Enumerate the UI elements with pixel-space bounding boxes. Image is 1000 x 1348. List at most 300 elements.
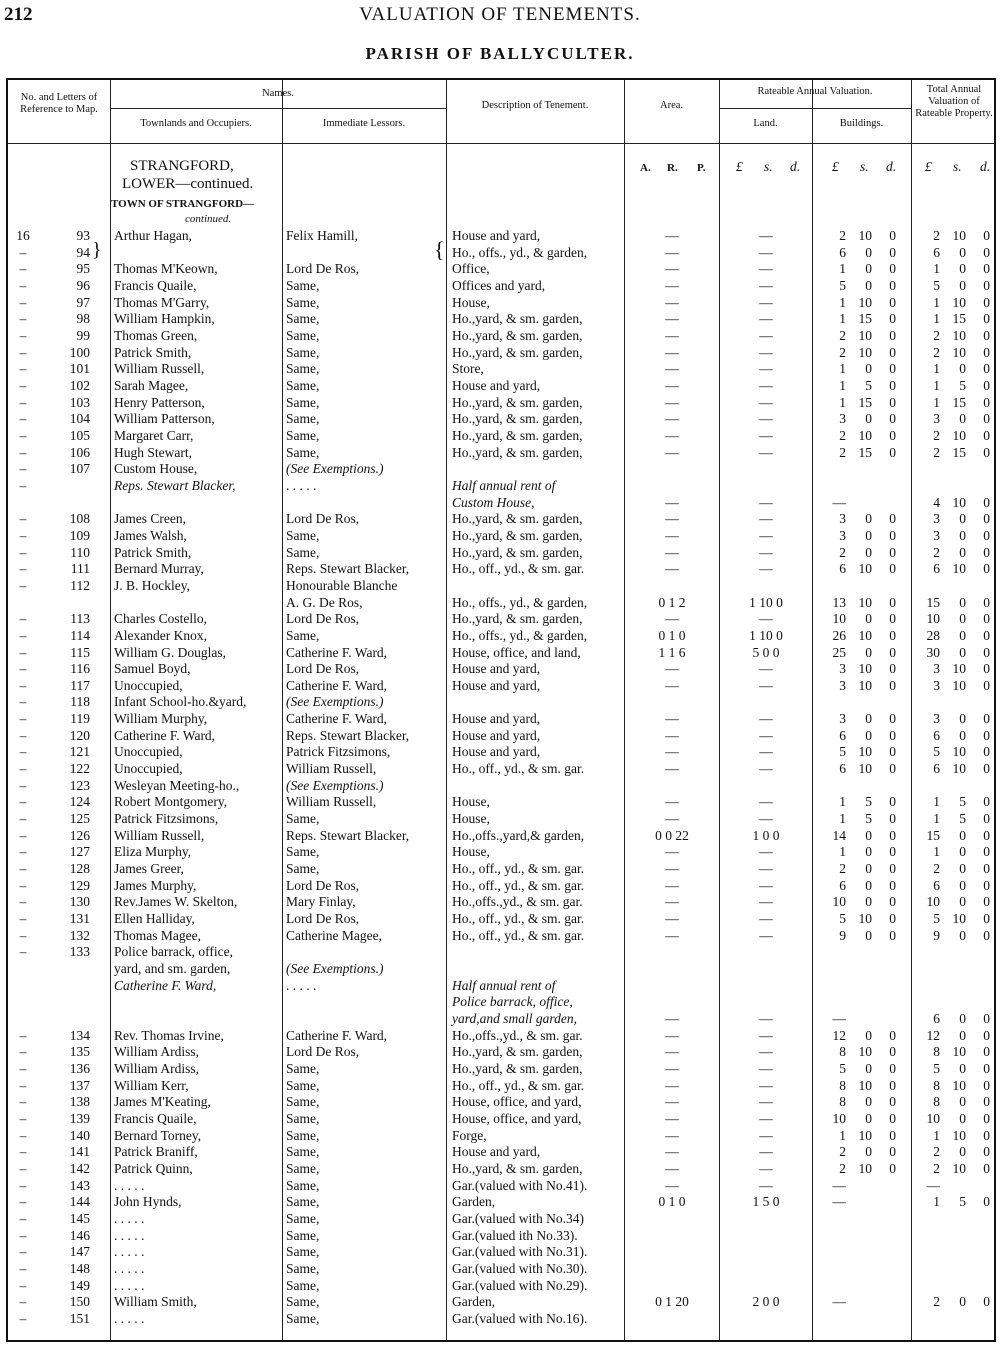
lessor: Same,	[286, 345, 320, 360]
occupier: yard, and sm. garden,	[114, 961, 231, 976]
land-value: —	[759, 345, 773, 360]
occupier: Custom House,	[114, 461, 198, 476]
bld-shillings: 10	[858, 295, 872, 310]
ref-number: 121	[69, 744, 90, 759]
bld-pound: —	[832, 1011, 846, 1026]
description: Ho.,offs.,yd., & sm. gar.	[452, 894, 583, 909]
bld-pound: 5	[839, 1061, 846, 1076]
tot-pence: 0	[983, 528, 990, 543]
description: Gar.(valued with No.30).	[452, 1261, 588, 1276]
ref-number: 130	[69, 894, 90, 909]
unit-bld-s: s.	[860, 159, 869, 174]
bld-shillings: 0	[865, 1061, 872, 1076]
occupier: . . . . .	[114, 1178, 145, 1193]
bld-shillings: 0	[865, 1094, 872, 1109]
lessor: Same,	[286, 1094, 320, 1109]
tot-pound: —	[926, 1178, 940, 1193]
description: House and yard,	[452, 228, 541, 243]
tot-shillings: 10	[952, 1044, 966, 1059]
header-land: Land.	[753, 118, 778, 129]
occupier: William Hampkin,	[114, 311, 215, 326]
tot-pence: 0	[983, 228, 990, 243]
area: —	[665, 861, 679, 876]
tot-pound: 3	[933, 511, 940, 526]
description: Ho.,yard, & sm. garden,	[452, 311, 583, 326]
land-value: —	[759, 1061, 773, 1076]
tot-shillings: 0	[959, 711, 966, 726]
occupier: William Kerr,	[114, 1078, 189, 1093]
bld-pence: 0	[889, 611, 896, 626]
bld-shillings: 0	[865, 894, 872, 909]
occupier: Patrick Smith,	[114, 345, 192, 360]
bld-pence: 0	[889, 278, 896, 293]
unit-tot-s: s.	[953, 159, 962, 174]
tot-pound: 5	[933, 278, 940, 293]
tot-pound: 2	[933, 328, 940, 343]
lessor: Lord De Ros,	[286, 661, 360, 676]
lessor: Same,	[286, 1294, 320, 1309]
area: —	[665, 761, 679, 776]
section-title: STRANGFORD,	[130, 158, 234, 174]
tot-pound: 2	[933, 861, 940, 876]
tot-pound: 4	[933, 495, 940, 510]
description: House, office, and yard,	[452, 1111, 582, 1126]
ref-number: 115	[70, 645, 90, 660]
bld-pound: 1	[839, 1128, 846, 1143]
map-ref: –	[19, 245, 27, 260]
ref-number: 143	[69, 1178, 90, 1193]
lessor: Same,	[286, 1144, 320, 1159]
land-value: —	[759, 794, 773, 809]
description: Ho.,yard, & sm. garden,	[452, 328, 583, 343]
bld-pound: 5	[839, 911, 846, 926]
bld-pound: 2	[839, 328, 846, 343]
bld-pence: 0	[889, 1128, 896, 1143]
occupier: Unoccupied,	[114, 678, 183, 693]
bld-pence: 0	[889, 1144, 896, 1159]
occupier: Patrick Braniff,	[114, 1144, 198, 1159]
map-ref: –	[19, 1128, 27, 1143]
lessor: Honourable Blanche	[286, 578, 398, 593]
description: Ho.,yard, & sm. garden,	[452, 1061, 583, 1076]
description: House, office, and land,	[452, 645, 581, 660]
unit-land-pound: £	[736, 159, 743, 174]
bld-pence: 0	[889, 844, 896, 859]
ref-number: 148	[69, 1261, 90, 1276]
running-head: VALUATION OF TENEMENTS.	[359, 4, 641, 25]
bld-pound: 8	[839, 1044, 846, 1059]
col-rule	[110, 80, 111, 1340]
occupier: Patrick Quinn,	[114, 1161, 193, 1176]
bld-pound: 2	[839, 1144, 846, 1159]
tot-pence: 0	[983, 245, 990, 260]
description: Ho., off., yd., & sm. gar.	[452, 928, 585, 943]
description: House and yard,	[452, 378, 541, 393]
bld-shillings: 10	[858, 428, 872, 443]
ref-number: 138	[69, 1094, 90, 1109]
bld-pound: 5	[839, 744, 846, 759]
ref-number: 113	[70, 611, 90, 626]
occupier: Bernard Murray,	[114, 561, 204, 576]
map-ref: –	[19, 361, 27, 376]
area: —	[665, 228, 679, 243]
land-value: —	[759, 1028, 773, 1043]
map-ref: –	[19, 628, 27, 643]
description: Half annual rent of	[452, 978, 556, 993]
bld-pound: 2	[839, 545, 846, 560]
area: —	[665, 561, 679, 576]
lessor: William Russell,	[286, 761, 377, 776]
tot-shillings: 10	[952, 345, 966, 360]
occupier: Wesleyan Meeting-ho.,	[114, 778, 240, 793]
bld-pence: 0	[889, 378, 896, 393]
tot-shillings: 0	[959, 628, 966, 643]
bld-pound: 1	[839, 844, 846, 859]
bld-pound: 1	[839, 311, 846, 326]
lessor: Mary Finlay,	[286, 894, 356, 909]
lessor: Reps. Stewart Blacker,	[286, 561, 410, 576]
col-rule	[812, 80, 813, 1340]
description: Ho., off., yd., & sm. gar.	[452, 761, 585, 776]
land-value: —	[759, 245, 773, 260]
map-ref: –	[19, 328, 27, 343]
bld-shillings: 0	[865, 861, 872, 876]
tot-pound: 5	[933, 744, 940, 759]
tot-pence: 0	[983, 878, 990, 893]
description: Police barrack, office,	[452, 994, 573, 1009]
tot-shillings: 5	[959, 794, 966, 809]
bld-pence: 0	[889, 1161, 896, 1176]
description: Custom House,	[452, 495, 535, 510]
map-ref: –	[19, 1178, 27, 1193]
bld-pound: 25	[832, 645, 846, 660]
occupier: Bernard Torney,	[114, 1128, 202, 1143]
bld-pound: 6	[839, 728, 846, 743]
tot-shillings: 0	[959, 545, 966, 560]
ref-number: 151	[69, 1311, 90, 1326]
tot-pence: 0	[983, 611, 990, 626]
land-value: 2 0 0	[752, 1294, 780, 1309]
ref-number: 104	[69, 411, 90, 426]
occupier: Patrick Fitzsimons,	[114, 811, 219, 826]
occupier: John Hynds,	[114, 1194, 182, 1209]
land-value: —	[759, 911, 773, 926]
lessor: Same,	[286, 361, 320, 376]
tot-shillings: 0	[959, 728, 966, 743]
area: 1 1 6	[658, 645, 686, 660]
map-ref: –	[19, 1161, 27, 1176]
lessor: Same,	[286, 844, 320, 859]
tot-pence: 0	[983, 728, 990, 743]
lessor: Catherine F. Ward,	[286, 711, 388, 726]
header-rateable: Rateable Annual Valuation.	[757, 86, 873, 97]
lessor: Same,	[286, 861, 320, 876]
occupier: William Russell,	[114, 828, 205, 843]
occupier: Police barrack, office,	[114, 944, 233, 959]
bld-pound: 9	[839, 928, 846, 943]
area: —	[665, 1078, 679, 1093]
area: —	[665, 728, 679, 743]
tot-pound: 3	[933, 711, 940, 726]
description: Ho.,yard, & sm. garden,	[452, 511, 583, 526]
bld-pound: —	[832, 495, 846, 510]
lessor: Catherine F. Ward,	[286, 1028, 388, 1043]
map-ref: –	[19, 878, 27, 893]
bld-shillings: 10	[858, 595, 872, 610]
area: —	[665, 878, 679, 893]
tot-pound: 12	[926, 1028, 940, 1043]
tot-pence: 0	[983, 495, 990, 510]
map-ref: –	[19, 911, 27, 926]
bld-shillings: 0	[865, 1028, 872, 1043]
occupier: Reps. Stewart Blacker,	[114, 478, 236, 493]
map-ref: –	[19, 411, 27, 426]
unit-bld-d: d.	[886, 159, 897, 174]
tot-pound: 1	[933, 295, 940, 310]
land-value: —	[759, 844, 773, 859]
tot-pound: 2	[933, 428, 940, 443]
tot-shillings: 0	[959, 1144, 966, 1159]
description: House, office, and yard,	[452, 1094, 582, 1109]
lessor: Same,	[286, 1194, 320, 1209]
tot-pound: 1	[933, 811, 940, 826]
bld-pound: 2	[839, 861, 846, 876]
occupier: Eliza Murphy,	[114, 844, 192, 859]
bld-pence: 0	[889, 661, 896, 676]
tot-shillings: 0	[959, 1294, 966, 1309]
bld-shillings: 0	[865, 261, 872, 276]
map-ref: –	[19, 728, 27, 743]
header-buildings: Buildings.	[839, 118, 884, 129]
ref-number: 97	[76, 295, 90, 310]
tot-pence: 0	[983, 1061, 990, 1076]
tot-pound: 2	[933, 1161, 940, 1176]
land-value: —	[759, 545, 773, 560]
page-number: 212	[4, 4, 33, 25]
description: Ho., offs., yd., & garden,	[452, 628, 588, 643]
bld-pence: 0	[889, 828, 896, 843]
map-ref: –	[19, 1111, 27, 1126]
map-ref: –	[19, 844, 27, 859]
tot-shillings: 0	[959, 411, 966, 426]
description: Garden,	[452, 1194, 496, 1209]
occupier: . . . . .	[114, 1244, 145, 1259]
tot-shillings: 10	[952, 744, 966, 759]
lessor: Lord De Ros,	[286, 511, 360, 526]
land-value: —	[759, 395, 773, 410]
lessor: (See Exemptions.)	[286, 778, 384, 793]
lessor: Same,	[286, 1161, 320, 1176]
bld-pence: 0	[889, 911, 896, 926]
tot-pound: 5	[933, 911, 940, 926]
ref-number: 120	[69, 728, 90, 743]
ref-number: 111	[70, 561, 90, 576]
area: —	[665, 1144, 679, 1159]
tot-pound: 6	[933, 761, 940, 776]
occupier: Margaret Carr,	[114, 428, 194, 443]
ref-number: 94	[76, 245, 90, 260]
ref-number: 116	[70, 661, 90, 676]
tot-pence: 0	[983, 445, 990, 460]
bld-pence: 0	[889, 545, 896, 560]
map-ref: –	[19, 545, 27, 560]
tot-pence: 0	[983, 1044, 990, 1059]
map-ref: 16	[16, 228, 30, 243]
land-value: —	[759, 761, 773, 776]
bld-pound: 5	[839, 278, 846, 293]
bld-pence: 0	[889, 744, 896, 759]
tot-pence: 0	[983, 1194, 990, 1209]
description: Ho., offs., yd., & garden,	[452, 595, 588, 610]
lessor: (See Exemptions.)	[286, 694, 384, 709]
ref-number: 135	[69, 1044, 90, 1059]
tot-shillings: 10	[952, 295, 966, 310]
lessor: Lord De Ros,	[286, 911, 360, 926]
ref-number: 131	[69, 911, 90, 926]
tot-pound: 2	[933, 228, 940, 243]
lessor: Reps. Stewart Blacker,	[286, 728, 410, 743]
lessor: Same,	[286, 311, 320, 326]
map-ref: –	[19, 611, 27, 626]
bld-pound: 6	[839, 878, 846, 893]
description: Office,	[452, 261, 490, 276]
lessor: Same,	[286, 1128, 320, 1143]
lessor: Same,	[286, 411, 320, 426]
bld-pence: 0	[889, 1111, 896, 1126]
land-value: —	[759, 495, 773, 510]
occupier: Ellen Halliday,	[114, 911, 195, 926]
lessor: Same,	[286, 278, 320, 293]
bld-shillings: 0	[865, 411, 872, 426]
bld-pence: 0	[889, 728, 896, 743]
tot-pound: 2	[933, 1144, 940, 1159]
map-ref: –	[19, 1278, 27, 1293]
tot-pence: 0	[983, 361, 990, 376]
land-value: —	[759, 528, 773, 543]
map-ref: –	[19, 1294, 27, 1309]
map-ref: –	[19, 1261, 27, 1276]
ref-number: 136	[69, 1061, 90, 1076]
description: Ho., off., yd., & sm. gar.	[452, 561, 585, 576]
lessor: Same,	[286, 811, 320, 826]
tot-pence: 0	[983, 894, 990, 909]
area: —	[665, 1178, 679, 1193]
ref-number: 110	[70, 545, 90, 560]
map-ref: –	[19, 694, 27, 709]
area: —	[665, 278, 679, 293]
lessor: Reps. Stewart Blacker,	[286, 828, 410, 843]
bld-pound: 2	[839, 445, 846, 460]
section-subtitle: LOWER—continued.	[122, 176, 254, 192]
tot-pound: 8	[933, 1094, 940, 1109]
area: —	[665, 445, 679, 460]
area: 0 1 2	[658, 595, 686, 610]
occupier: . . . . .	[114, 1278, 145, 1293]
bld-shillings: 10	[858, 328, 872, 343]
bld-pound: 6	[839, 561, 846, 576]
bld-pence: 0	[889, 678, 896, 693]
bld-pence: 0	[889, 528, 896, 543]
bld-pound: 2	[839, 228, 846, 243]
header-subrule	[719, 108, 911, 109]
tot-pence: 0	[983, 861, 990, 876]
area: —	[665, 378, 679, 393]
land-value: —	[759, 1144, 773, 1159]
ref-number: 125	[69, 811, 90, 826]
tot-pence: 0	[983, 711, 990, 726]
bld-pence: 0	[889, 711, 896, 726]
ref-number: 129	[69, 878, 90, 893]
ref-number: 150	[69, 1294, 90, 1309]
land-value: —	[759, 328, 773, 343]
bld-shillings: 10	[858, 1128, 872, 1143]
description: Gar.(valued with No.29).	[452, 1278, 588, 1293]
bld-pence: 0	[889, 761, 896, 776]
land-value: —	[759, 561, 773, 576]
bld-pence: 0	[889, 411, 896, 426]
tot-pound: 1	[933, 395, 940, 410]
col-rule	[446, 80, 447, 1340]
tot-pound: 2	[933, 545, 940, 560]
tot-pound: 3	[933, 661, 940, 676]
map-ref: –	[19, 1078, 27, 1093]
tot-shillings: 0	[959, 1011, 966, 1026]
occupier: William G. Douglas,	[114, 645, 226, 660]
land-value: —	[759, 228, 773, 243]
tot-pence: 0	[983, 328, 990, 343]
bld-pound: 10	[832, 1111, 846, 1126]
bld-pence: 0	[889, 878, 896, 893]
occupier: . . . . .	[114, 1211, 145, 1226]
tot-pound: 2	[933, 1294, 940, 1309]
lessor: Same,	[286, 1078, 320, 1093]
bld-shillings: 10	[858, 1044, 872, 1059]
area: —	[665, 611, 679, 626]
map-ref: –	[19, 445, 27, 460]
area: —	[665, 411, 679, 426]
land-value: —	[759, 1161, 773, 1176]
area: —	[665, 295, 679, 310]
occupier: James Greer,	[114, 861, 184, 876]
description: Ho.,yard, & sm. garden,	[452, 411, 583, 426]
occupier: Thomas Green,	[114, 328, 198, 343]
land-value: —	[759, 811, 773, 826]
bld-pound: 1	[839, 261, 846, 276]
land-value: 1 0 0	[752, 828, 780, 843]
area: —	[665, 345, 679, 360]
bld-shillings: 10	[858, 661, 872, 676]
lessor: Same,	[286, 1211, 320, 1226]
description: House,	[452, 295, 490, 310]
tot-pence: 0	[983, 678, 990, 693]
bld-shillings: 0	[865, 528, 872, 543]
occupier: Catherine F. Ward,	[114, 978, 217, 993]
bld-pound: 3	[839, 528, 846, 543]
map-ref: –	[19, 1311, 27, 1326]
ref-number: 126	[69, 828, 90, 843]
occupier: James Murphy,	[114, 878, 197, 893]
bld-pence: 0	[889, 861, 896, 876]
unit-tot-pound: £	[925, 159, 932, 174]
land-value: —	[759, 445, 773, 460]
map-ref: –	[19, 395, 27, 410]
tot-shillings: 0	[959, 844, 966, 859]
description: Gar.(valued with No.41).	[452, 1178, 588, 1193]
unit-land-s: s.	[764, 159, 773, 174]
bld-pence: 0	[889, 361, 896, 376]
header-subrule	[110, 108, 446, 109]
land-value: —	[759, 311, 773, 326]
